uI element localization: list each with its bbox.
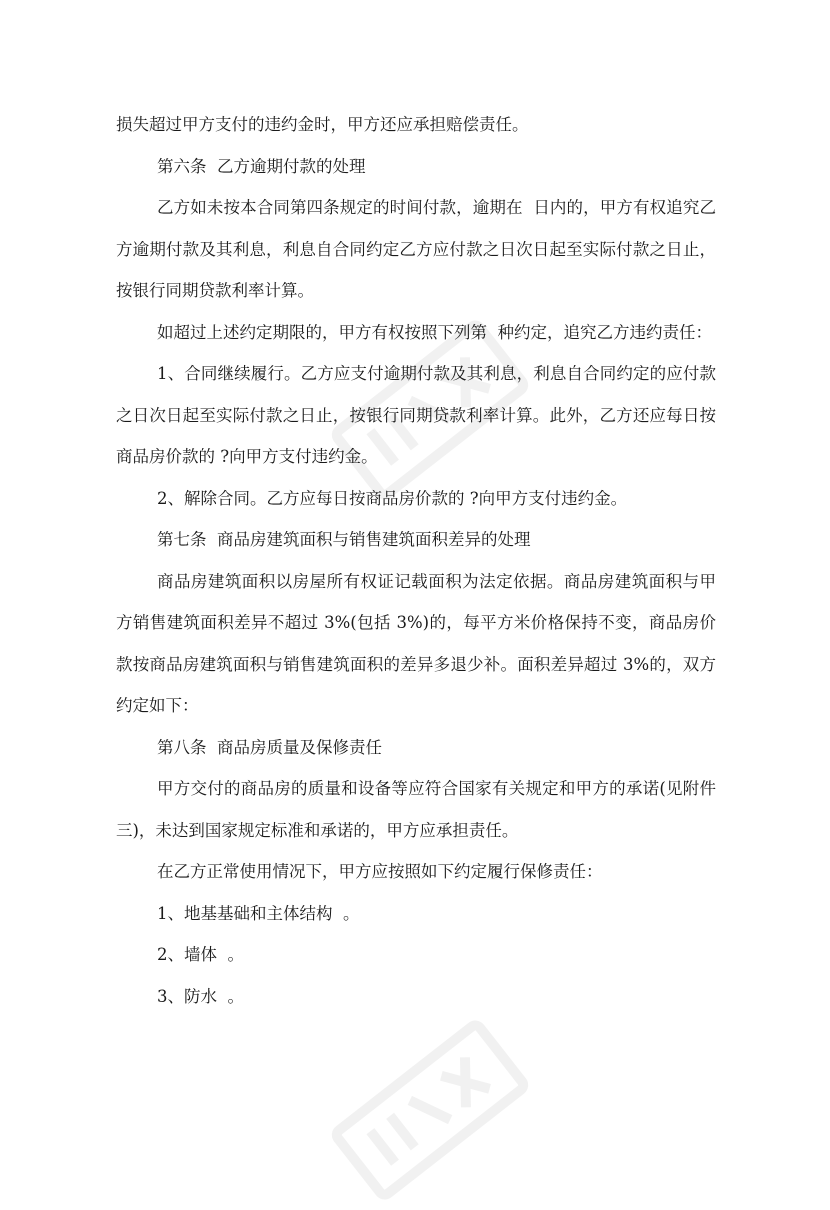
paragraph: 在乙方正常使用情况下，甲方应按照如下约定履行保修责任： [157,862,603,881]
watermark-stamp-icon-bottom [300,1010,560,1210]
list-item: 2、墙体 。 [157,945,244,964]
paragraph-continuation: 损失超过甲方支付的违约金时，甲方还应承担赔偿责任。 [116,115,529,134]
article-7-heading: 第七条 商品房建筑面积与销售建筑面积差异的处理 [157,530,531,549]
paragraph: 1、合同继续履行。乙方应支付逾期付款及其利息，利息自合同约定的应付款之日次日起至实际付款之日止，按银行同期贷款利率计算。此外，乙方还应每日按商品房价款的 ?向甲方支付违约金。 [116,364,716,466]
document-body [116,104,716,1017]
paragraph: 乙方如未按本合同第四条规定的时间付款，逾期在 日内的，甲方有权追究乙方逾期付款及其利息，利息自合同约定乙方应付款之日次日起至实际付款之日止，按银行同期贷款利率计算。 [116,198,716,300]
paragraph: 甲方交付的商品房的质量和设备等应符合国家有关规定和甲方的承诺(见附件三)，未达到国家规定标准和承诺的，甲方应承担责任。 [116,779,716,840]
list-item: 3、防水 。 [157,986,244,1006]
paragraph: 2、解除合同。乙方应每日按商品房价款的 ?向甲方支付违约金。 [157,488,628,508]
list-item: 1、地基基础和主体结构 。 [157,903,360,923]
article-6-heading: 第六条 乙方逾期付款的处理 [157,156,366,176]
article-8-heading: 第八条 商品房质量及保修责任 [157,737,382,757]
paragraph: 如超过上述约定期限的，甲方有权按照下列第 种约定，追究乙方违约责任： [157,322,712,342]
paragraph: 商品房建筑面积以房屋所有权证记载面积为法定依据。商品房建筑面积与甲方销售建筑面积差异不超过 3%(包括 3%)的，每平方米价格保持不变，商品房价款按商品房建筑面积与销售建筑面积的差异多退少补。面积差异超过 3%的，双方约定如下： [116,571,716,715]
